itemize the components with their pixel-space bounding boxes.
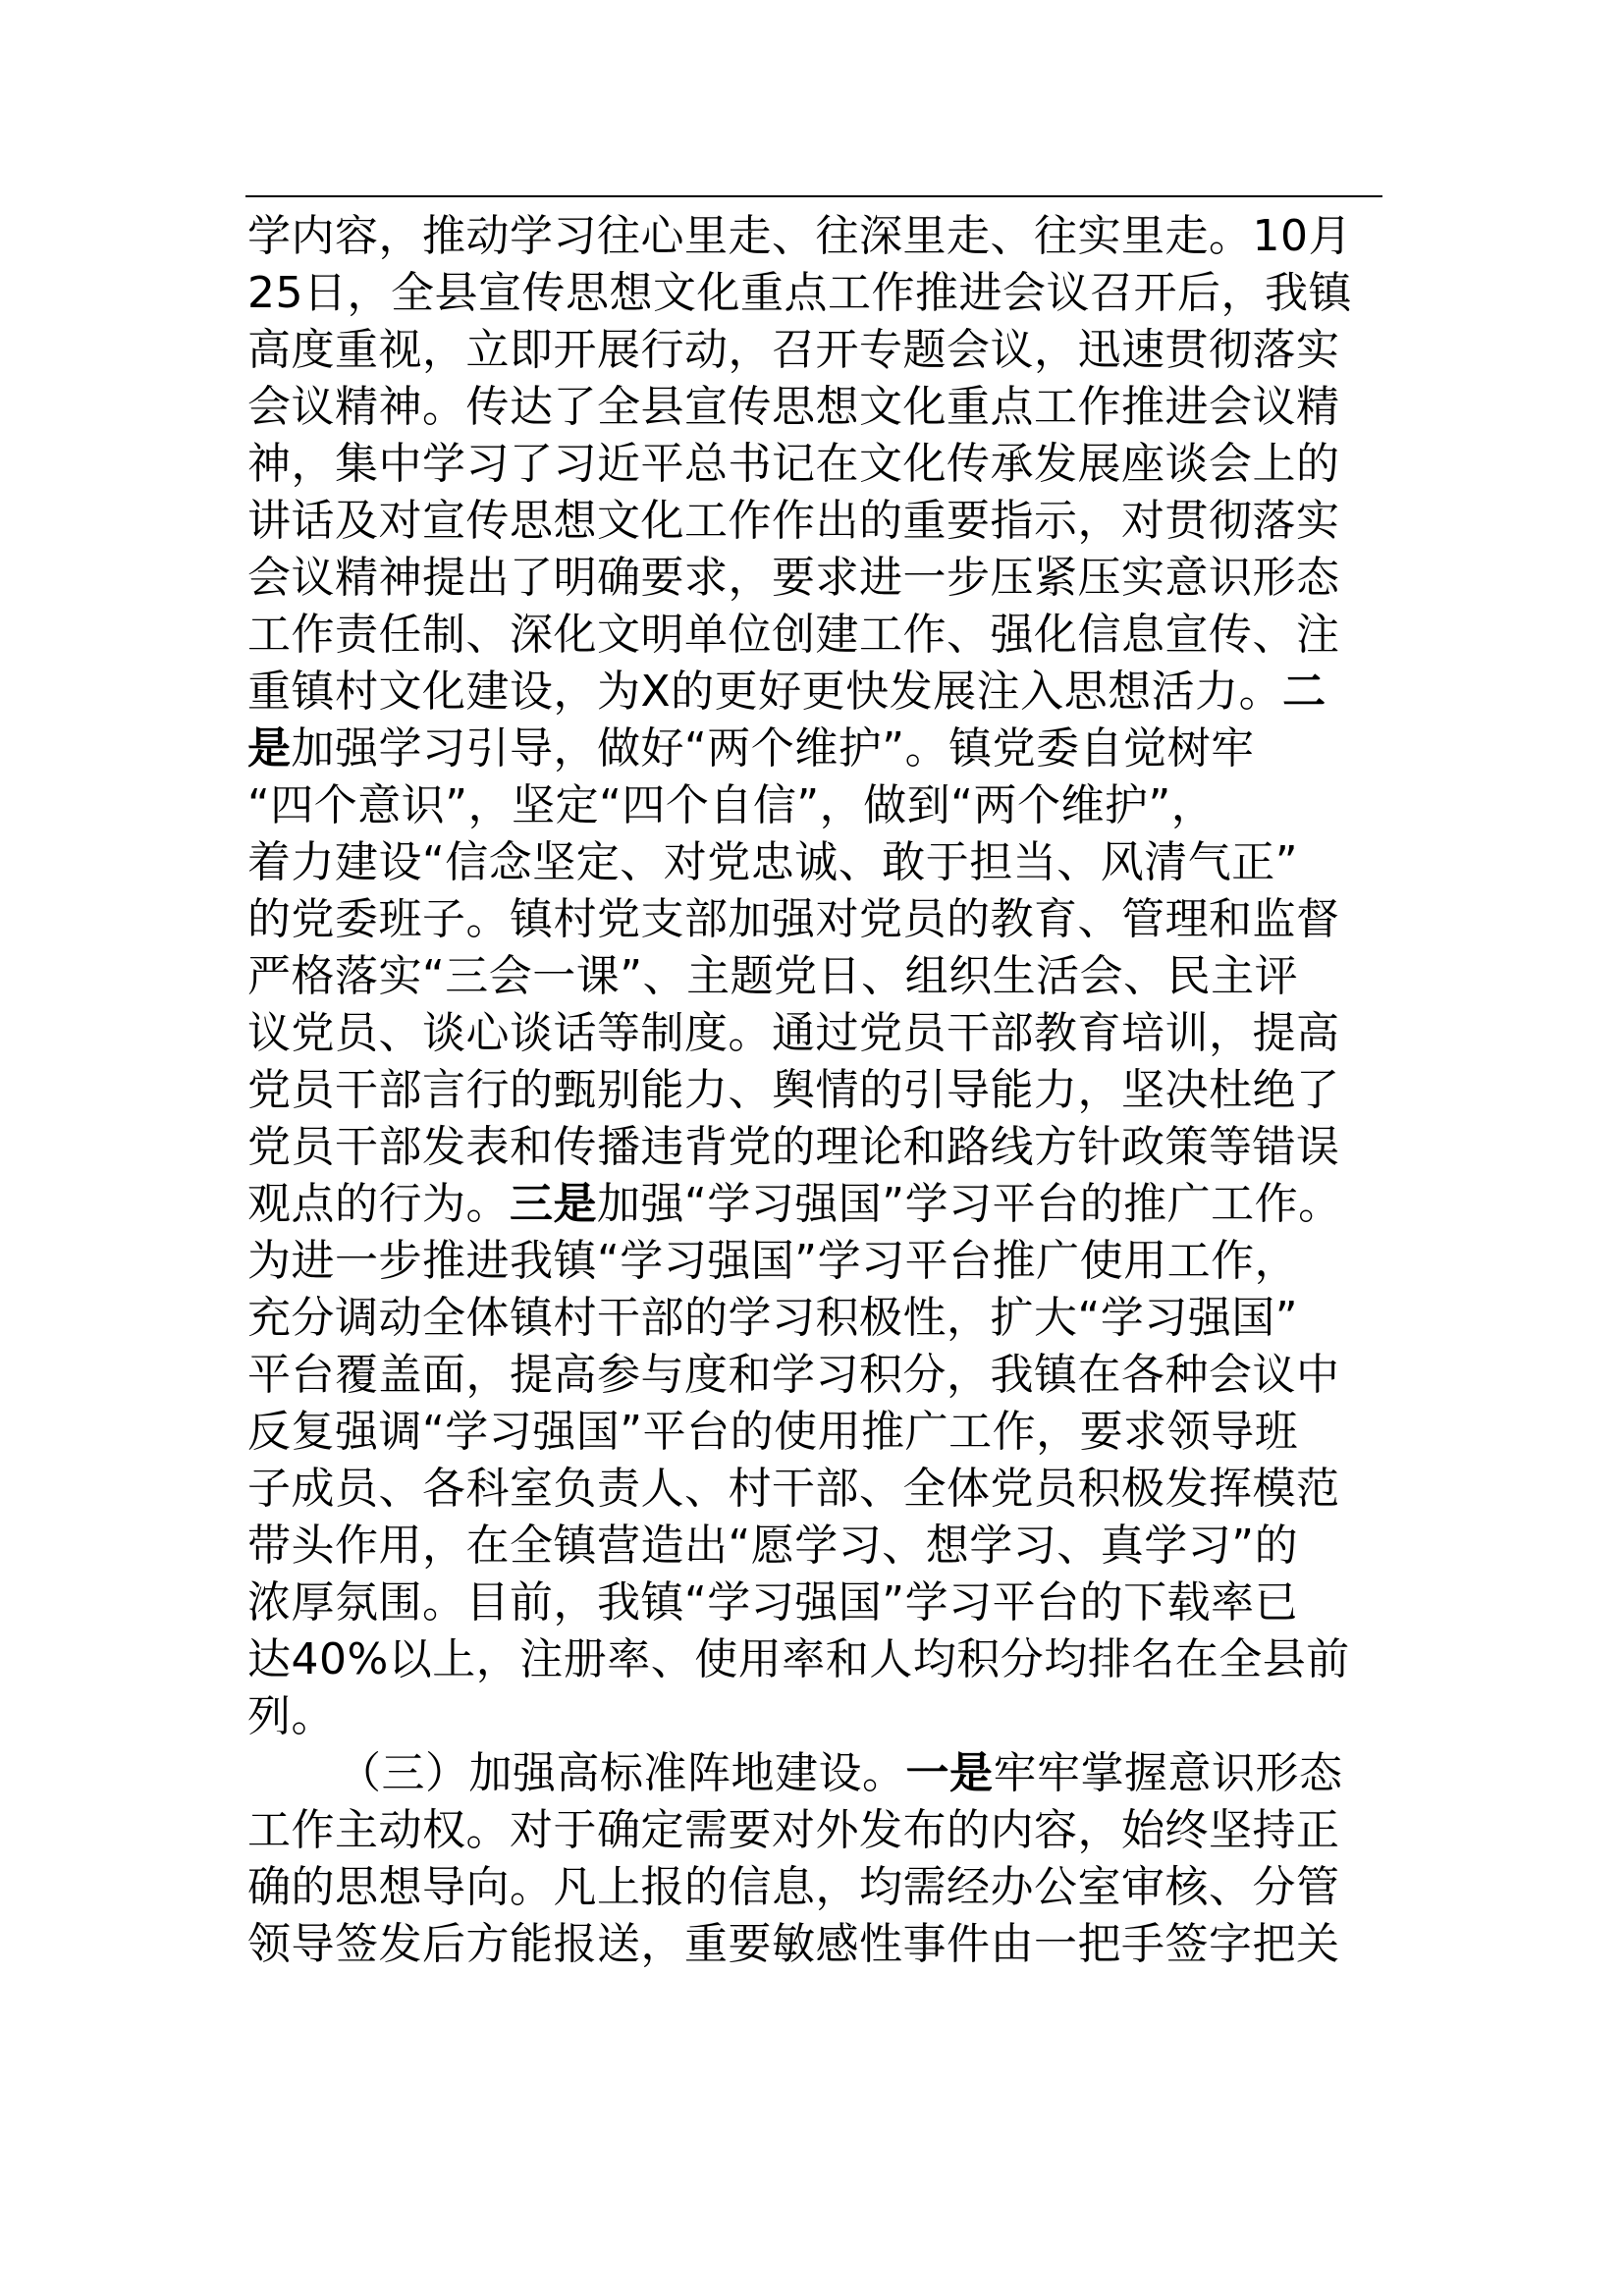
text-run: “四个意识”，坚定“四个自信”，做到“两个维护”， bbox=[247, 780, 1216, 830]
text-line bbox=[247, 1859, 1386, 1916]
text-run: 学内容，推动学习往心里走、往深里走、往实里走。10月 bbox=[247, 211, 1352, 261]
bold-marker: 三是 bbox=[510, 1179, 597, 1229]
text-line bbox=[247, 948, 1386, 1005]
text-line bbox=[247, 1575, 1386, 1631]
text-line bbox=[247, 1290, 1386, 1347]
text-line bbox=[247, 550, 1386, 607]
text-run: 充分调动全体镇村干部的学习积极性，扩大“学习强国” bbox=[247, 1293, 1299, 1343]
text-run: 浓厚氛围。目前，我镇“学习强国”学习平台的下载率已 bbox=[247, 1577, 1299, 1628]
text-run: 党员干部发表和传播违背党的理论和路线方针政策等错误 bbox=[247, 1122, 1340, 1172]
text-run: 子成员、各科室负责人、村干部、全体党员积极发挥模范 bbox=[247, 1464, 1340, 1514]
text-run: 领导签发后方能报送，重要敏感性事件由一把手签字把关 bbox=[247, 1919, 1340, 1969]
text-line bbox=[247, 664, 1386, 721]
text-run: 高度重视，立即开展行动，召开专题会议，迅速贯彻落实 bbox=[247, 325, 1340, 375]
text-run: 加强学习引导，做好“两个维护”。镇党委自觉树牢 bbox=[291, 723, 1255, 774]
text-line bbox=[247, 1745, 1386, 1802]
text-run: （三）加强高标准阵地建设。 bbox=[338, 1748, 906, 1798]
text-run: 观点的行为。 bbox=[247, 1179, 510, 1229]
text-run: 确的思想导向。凡上报的信息，均需经办公室审核、分管 bbox=[247, 1862, 1340, 1912]
text-run: 会议精神提出了明确要求，要求进一步压紧压实意识形态 bbox=[247, 553, 1340, 603]
text-line bbox=[247, 1916, 1386, 1973]
text-run: 严格落实“三会一课”、主题党日、组织生活会、民主评 bbox=[247, 951, 1299, 1001]
text-run: 工作主动权。对于确定需要对外发布的内容，始终坚持正 bbox=[247, 1805, 1340, 1855]
bold-marker: 是 bbox=[247, 723, 292, 774]
text-line bbox=[247, 1631, 1386, 1688]
text-line bbox=[247, 607, 1386, 664]
text-line bbox=[247, 1062, 1386, 1119]
text-run: 着力建设“信念坚定、对党忠诚、敢于担当、风清气正” bbox=[247, 837, 1299, 887]
text-run: 带头作用，在全镇营造出“愿学习、想学习、真学习”的 bbox=[247, 1521, 1299, 1571]
text-run: 牢牢掌握意识形态 bbox=[993, 1748, 1343, 1798]
text-run: 加强“学习强国”学习平台的推广工作。 bbox=[597, 1179, 1342, 1229]
text-line bbox=[247, 1461, 1386, 1518]
text-run: 讲话及对宣传思想文化工作作出的重要指示，对贯彻落实 bbox=[247, 496, 1340, 546]
text-run: 重镇村文化建设，为X的更好更快发展注入思想活力。 bbox=[247, 667, 1283, 717]
text-line bbox=[247, 322, 1386, 379]
text-run: 反复强调“学习强国”平台的使用推广工作，要求领导班 bbox=[247, 1407, 1299, 1457]
text-run: 党员干部言行的甄别能力、舆情的引导能力，坚决杜绝了 bbox=[247, 1065, 1340, 1115]
paragraph bbox=[247, 1745, 1386, 1973]
text-line bbox=[247, 1688, 1386, 1745]
text-line bbox=[247, 1233, 1386, 1290]
text-line bbox=[247, 1176, 1386, 1233]
text-line bbox=[247, 493, 1386, 550]
bold-marker: 一是 bbox=[905, 1748, 994, 1798]
text-line bbox=[247, 891, 1386, 948]
text-line bbox=[247, 1119, 1386, 1176]
text-line bbox=[247, 436, 1386, 493]
text-line bbox=[247, 1347, 1386, 1404]
text-line bbox=[247, 834, 1386, 891]
text-run: 工作责任制、深化文明单位创建工作、强化信息宣传、注 bbox=[247, 610, 1340, 660]
text-run: 列。 bbox=[247, 1691, 335, 1741]
text-run: 平台覆盖面，提高参与度和学习积分，我镇在各种会议中 bbox=[247, 1350, 1340, 1400]
paragraph bbox=[247, 208, 1386, 1745]
text-line bbox=[247, 265, 1386, 322]
text-line bbox=[247, 777, 1386, 834]
text-run: 25日，全县宣传思想文化重点工作推进会议召开后，我镇 bbox=[247, 268, 1352, 318]
bold-marker: 二 bbox=[1282, 667, 1326, 717]
document-body bbox=[247, 208, 1386, 1973]
text-line bbox=[247, 1404, 1386, 1461]
text-line bbox=[247, 379, 1386, 436]
text-run: 达40%以上，注册率、使用率和人均积分均排名在全县前 bbox=[247, 1634, 1350, 1684]
text-line bbox=[247, 721, 1386, 777]
text-run: 神，集中学习了习近平总书记在文化传承发展座谈会上的 bbox=[247, 439, 1340, 489]
text-run: 会议精神。传达了全县宣传思想文化重点工作推进会议精 bbox=[247, 382, 1340, 432]
text-line bbox=[247, 1518, 1386, 1575]
text-line bbox=[247, 208, 1386, 265]
text-line bbox=[247, 1005, 1386, 1062]
header-rule bbox=[245, 195, 1382, 197]
text-line bbox=[247, 1802, 1386, 1859]
text-run: 议党员、谈心谈话等制度。通过党员干部教育培训，提高 bbox=[247, 1008, 1340, 1058]
text-run: 的党委班子。镇村党支部加强对党员的教育、管理和监督 bbox=[247, 894, 1340, 944]
text-run: 为进一步推进我镇“学习强国”学习平台推广使用工作， bbox=[247, 1236, 1299, 1286]
